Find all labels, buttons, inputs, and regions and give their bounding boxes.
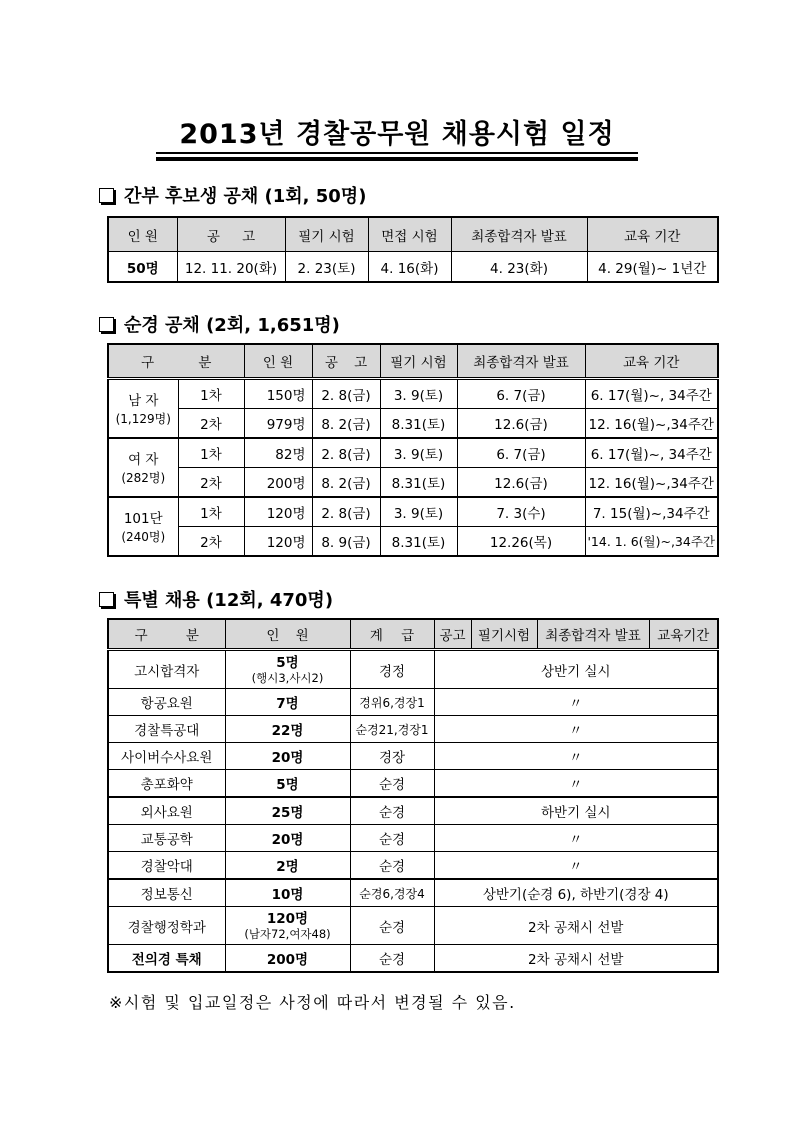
- section-heading-special-recruitment: 특별 채용 (12회, 470명): [99, 589, 333, 613]
- cell-headcount: 82명: [244, 438, 312, 468]
- cell-category: 정보통신: [108, 879, 225, 907]
- cell-schedule-note: 〃: [434, 852, 718, 880]
- cell-schedule-note: 상반기(순경 6), 하반기(경장 4): [434, 879, 718, 907]
- cell-training-period: 7. 15(월)~,34주간: [585, 497, 718, 527]
- cell-final-announcement: 12.26(목): [457, 527, 585, 557]
- header-rank: 계 급: [350, 619, 434, 650]
- cell-headcount: 25명: [225, 797, 350, 825]
- cell-written-exam: 2. 23(토): [285, 252, 368, 283]
- table-row: [108, 689, 718, 716]
- cell-written-exam: 8.31(토): [380, 527, 457, 557]
- cell-round: 2차: [178, 409, 244, 439]
- cell-notice: 2. 8(금): [312, 497, 380, 527]
- table-row: [108, 770, 718, 798]
- cell-schedule-note: 〃: [434, 689, 718, 716]
- title-underline-thick: [156, 157, 638, 161]
- header-notice: 공고: [434, 619, 471, 650]
- cell-headcount: 150명: [244, 379, 312, 409]
- cell-written-exam: 8.31(토): [380, 409, 457, 439]
- cell-headcount: 979명: [244, 409, 312, 439]
- header-final-announcement: 최종합격자 발표: [457, 344, 585, 379]
- header-notice: 공 고: [177, 217, 285, 252]
- table-row: [108, 797, 718, 825]
- cell-final-announcement: 6. 7(금): [457, 379, 585, 409]
- cell-rank: 경위6,경장1: [350, 689, 434, 716]
- header-written-exam: 필기 시험: [285, 217, 368, 252]
- cell-round: 2차: [178, 468, 244, 498]
- cell-training-period: '14. 1. 6(월)~,34주간: [585, 527, 718, 557]
- cell-headcount: 2명: [225, 852, 350, 880]
- header-headcount: 인 원: [108, 217, 177, 252]
- cell-schedule-note: 2차 공채시 선발: [434, 907, 718, 945]
- cell-category: 경찰행정학과: [108, 907, 225, 945]
- footnote: ※시험 및 입교일정은 사정에 따라서 변경될 수 있음.: [109, 993, 516, 1012]
- cell-notice: 12. 11. 20(화): [177, 252, 285, 283]
- group-label-female: 여 자 (282명): [108, 438, 178, 497]
- cell-written-exam: 3. 9(토): [380, 497, 457, 527]
- cell-headcount: 5명: [225, 770, 350, 798]
- cell-notice: 8. 9(금): [312, 527, 380, 557]
- table-row: [108, 743, 718, 770]
- cell-schedule-note: 상반기 실시: [434, 650, 718, 689]
- cell-category: 고시합격자: [108, 650, 225, 689]
- cell-rank: 순경: [350, 945, 434, 973]
- cell-round: 1차: [178, 438, 244, 468]
- checkbox-square-icon: [99, 188, 114, 203]
- special-recruitment-table: [107, 618, 719, 973]
- cell-rank: 순경: [350, 907, 434, 945]
- cell-category: 사이버수사요원: [108, 743, 225, 770]
- cell-rank: 경장: [350, 743, 434, 770]
- officer-candidate-table: [107, 216, 719, 283]
- cell-headcount: 20명: [225, 825, 350, 852]
- table-row: [108, 825, 718, 852]
- patrol-officer-table: [107, 343, 719, 557]
- group-label-101-unit: 101단 (240명): [108, 497, 178, 556]
- header-category: 구 분: [108, 619, 225, 650]
- table-row: [108, 379, 718, 409]
- header-notice: 공 고: [312, 344, 380, 379]
- header-interview: 면접 시험: [368, 217, 451, 252]
- cell-category: 외사요원: [108, 797, 225, 825]
- cell-headcount: 120명: [244, 497, 312, 527]
- cell-headcount: 20명: [225, 743, 350, 770]
- cell-rank: 순경6,경장4: [350, 879, 434, 907]
- header-headcount: 인 원: [244, 344, 312, 379]
- section-heading-patrol-officer: 순경 공채 (2회, 1,651명): [99, 314, 340, 338]
- table-row: [108, 527, 718, 557]
- cell-schedule-note: 〃: [434, 770, 718, 798]
- cell-rank: 순경: [350, 825, 434, 852]
- cell-notice: 2. 8(금): [312, 379, 380, 409]
- table-row: [108, 497, 718, 527]
- cell-rank: 순경: [350, 770, 434, 798]
- cell-written-exam: 3. 9(토): [380, 438, 457, 468]
- cell-category: 경찰특공대: [108, 716, 225, 743]
- cell-headcount: 22명: [225, 716, 350, 743]
- header-category: 구 분: [108, 344, 244, 379]
- header-written-exam: 필기 시험: [380, 344, 457, 379]
- cell-final-announcement: 4. 23(화): [451, 252, 587, 283]
- cell-notice: 8. 2(금): [312, 409, 380, 439]
- cell-headcount: 10명: [225, 879, 350, 907]
- header-headcount: 인 원: [225, 619, 350, 650]
- cell-category: 교통공학: [108, 825, 225, 852]
- cell-training-period: 12. 16(월)~,34주간: [585, 468, 718, 498]
- title-underline: [156, 152, 638, 154]
- cell-final-announcement: 6. 7(금): [457, 438, 585, 468]
- table-row: [108, 907, 718, 945]
- cell-final-announcement: 12.6(금): [457, 468, 585, 498]
- checkbox-square-icon: [99, 317, 114, 332]
- cell-schedule-note: 〃: [434, 743, 718, 770]
- table-row: [108, 852, 718, 880]
- group-label-male: 남 자 (1,129명): [108, 379, 178, 439]
- table-row: [108, 438, 718, 468]
- cell-rank: 순경: [350, 797, 434, 825]
- cell-category: 총포화약: [108, 770, 225, 798]
- cell-interview: 4. 16(화): [368, 252, 451, 283]
- page-title: 2013년 경찰공무원 채용시험 일정: [179, 119, 615, 150]
- cell-schedule-note: 2차 공채시 선발: [434, 945, 718, 973]
- cell-round: 2차: [178, 527, 244, 557]
- cell-notice: 2. 8(금): [312, 438, 380, 468]
- table-row: [108, 716, 718, 743]
- cell-schedule-note: 하반기 실시: [434, 797, 718, 825]
- header-written-exam: 필기시험: [471, 619, 537, 650]
- table-row: [108, 879, 718, 907]
- cell-category: 경찰악대: [108, 852, 225, 880]
- cell-schedule-note: 〃: [434, 825, 718, 852]
- cell-notice: 8. 2(금): [312, 468, 380, 498]
- cell-headcount: 5명 (행시3,사시2): [225, 650, 350, 689]
- cell-rank: 순경: [350, 852, 434, 880]
- cell-training-period: 6. 17(월)~, 34주간: [585, 438, 718, 468]
- cell-category: 전의경 특채: [108, 945, 225, 973]
- cell-headcount: 7명: [225, 689, 350, 716]
- cell-headcount: 50명: [108, 252, 177, 283]
- table-row: [108, 409, 718, 439]
- cell-training-period: 6. 17(월)~, 34주간: [585, 379, 718, 409]
- header-final-announcement: 최종합격자 발표: [451, 217, 587, 252]
- cell-training-period: 4. 29(월)~ 1년간: [587, 252, 718, 283]
- header-training-period: 교육기간: [649, 619, 718, 650]
- section-heading-officer-candidate: 간부 후보생 공채 (1회, 50명): [99, 185, 366, 209]
- cell-round: 1차: [178, 497, 244, 527]
- cell-schedule-note: 〃: [434, 716, 718, 743]
- cell-headcount: 200명: [225, 945, 350, 973]
- cell-training-period: 12. 16(월)~,34주간: [585, 409, 718, 439]
- cell-round: 1차: [178, 379, 244, 409]
- cell-category: 항공요원: [108, 689, 225, 716]
- table-row: [108, 468, 718, 498]
- header-training-period: 교육 기간: [587, 217, 718, 252]
- cell-written-exam: 8.31(토): [380, 468, 457, 498]
- cell-headcount: 200명: [244, 468, 312, 498]
- cell-rank: 순경21,경장1: [350, 716, 434, 743]
- table-row: [108, 945, 718, 973]
- cell-rank: 경정: [350, 650, 434, 689]
- checkbox-square-icon: [99, 592, 114, 607]
- cell-headcount: 120명: [244, 527, 312, 557]
- table-row: [108, 252, 718, 283]
- cell-final-announcement: 12.6(금): [457, 409, 585, 439]
- cell-written-exam: 3. 9(토): [380, 379, 457, 409]
- cell-headcount: 120명 (남자72,여자48): [225, 907, 350, 945]
- cell-final-announcement: 7. 3(수): [457, 497, 585, 527]
- table-row: [108, 650, 718, 689]
- header-training-period: 교육 기간: [585, 344, 718, 379]
- header-final-announcement: 최종합격자 발표: [537, 619, 649, 650]
